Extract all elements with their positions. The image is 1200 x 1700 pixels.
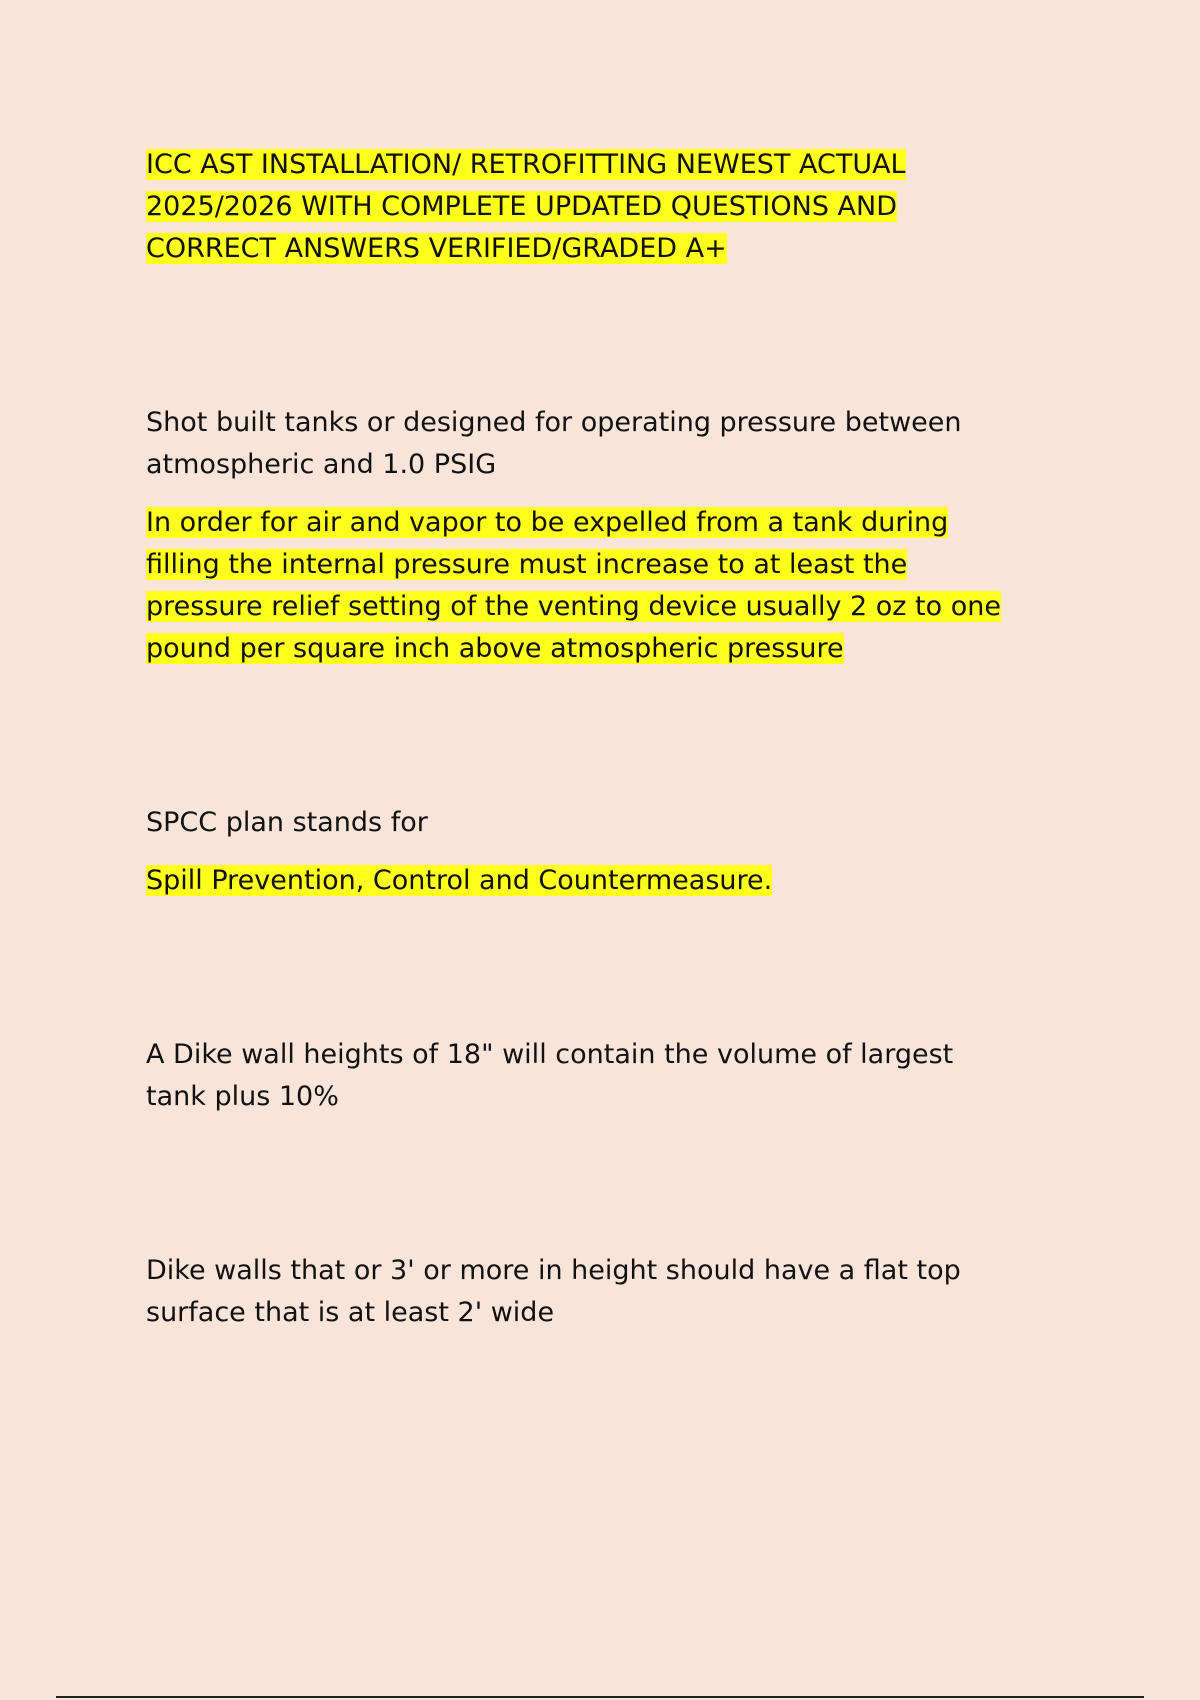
question-1-line-2: atmospheric and 1.0 PSIG xyxy=(146,449,497,480)
question-2 xyxy=(146,802,1086,844)
question-3-line-1: A Dike wall heights of 18" will contain the volume of largest xyxy=(146,1039,954,1070)
answer-2-line-1: Spill Prevention, Control and Countermeasure. xyxy=(146,865,773,896)
document-title xyxy=(146,144,1086,270)
question-4-line-2: surface that is at least 2' wide xyxy=(146,1297,555,1328)
answer-1-line-4: pound per square inch above atmospheric pressure xyxy=(146,633,844,664)
title-line-3: CORRECT ANSWERS VERIFIED/GRADED A+ xyxy=(146,233,727,264)
question-2-line-1: SPCC plan stands for xyxy=(146,807,428,838)
question-1-line-1: Shot built tanks or designed for operating pressure between xyxy=(146,407,962,438)
question-4 xyxy=(146,1250,1086,1334)
question-3-line-2: tank plus 10% xyxy=(146,1081,339,1112)
question-4-line-1: Dike walls that or 3' or more in height should have a flat top xyxy=(146,1255,961,1286)
answer-1-line-3: pressure relief setting of the venting device usually 2 oz to one xyxy=(146,591,1001,622)
answer-1-line-1: In order for air and vapor to be expelled from a tank during xyxy=(146,507,949,538)
title-line-1: ICC AST INSTALLATION/ RETROFITTING NEWEST ACTUAL xyxy=(146,149,906,180)
title-line-2: 2025/2026 WITH COMPLETE UPDATED QUESTIONS AND xyxy=(146,191,898,222)
answer-2 xyxy=(146,860,1086,902)
question-3 xyxy=(146,1034,1086,1118)
question-1 xyxy=(146,402,1086,486)
page-bottom-rule xyxy=(56,1696,1144,1698)
answer-1-line-2: filling the internal pressure must increase to at least the xyxy=(146,549,908,580)
answer-1 xyxy=(146,502,1086,670)
